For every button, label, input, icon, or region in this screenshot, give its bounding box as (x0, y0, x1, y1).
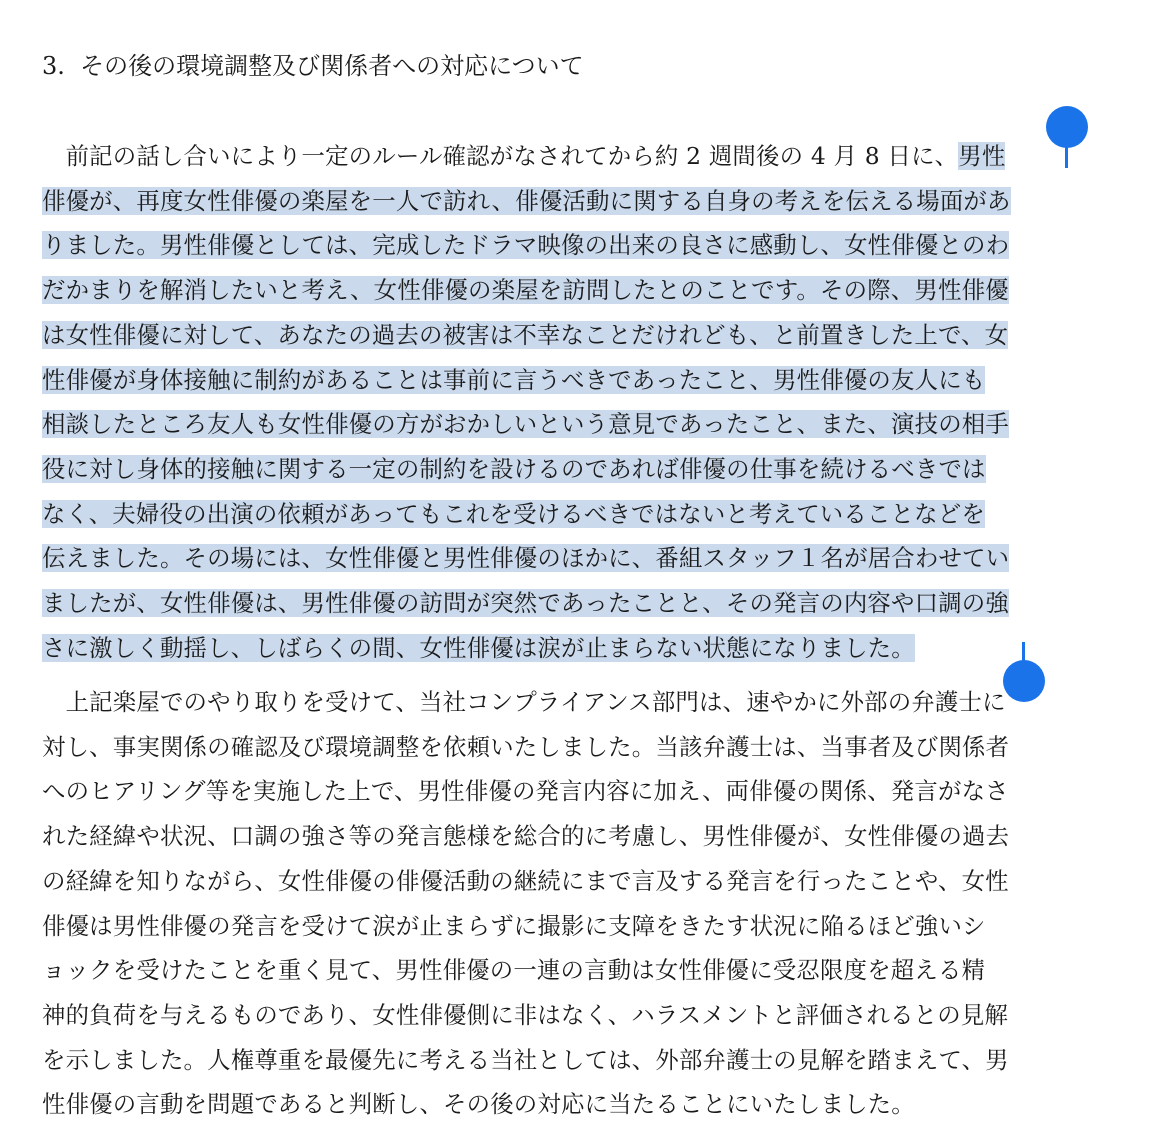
text-line[interactable] (42, 581, 1009, 625)
text-line[interactable] (42, 492, 985, 536)
text-line[interactable]: へのヒアリング等を実施した上で、男性俳優の発言内容に加え、両俳優の関係、発言がなさ (42, 777, 1009, 806)
highlighted-text: なく、夫婦役の出演の依頼があってもこれを受けるべきではないと考えていることなどを (42, 499, 985, 528)
text-line[interactable] (42, 313, 1008, 357)
text-line[interactable]: の経緯を知りながら、女性俳優の俳優活動の継続にまで言及する発言を行ったことや、女性 (42, 866, 1009, 895)
text-line[interactable]: 上記楽屋でのやり取りを受けて、当社コンプライアンス部門は、速やかに外部の弁護士に (42, 688, 1006, 716)
highlighted-text: だかまりを解消したいと考え、女性俳優の楽屋を訪問したとのことです。その際、男性俳優 (42, 276, 1009, 305)
selection-start-handle-icon[interactable] (1046, 106, 1088, 148)
highlighted-text: 伝えました。その場には、女性俳優と男性俳優のほかに、番組スタッフ１名が居合わせてい (42, 544, 1010, 573)
highlighted-text: 性俳優が身体接触に制約があることは事前に言うべきであったこと、男性俳優の友人にも (42, 365, 986, 394)
text-line[interactable]: 神的負荷を与えるものであり、女性俳優側に非はなく、ハラスメントと評価されるとの見解 (42, 1000, 1009, 1029)
text-line[interactable]: ョックを受けたことを重く見て、男性俳優の一連の言動は女性俳優に受忍限度を超える精 (42, 956, 986, 985)
text-line[interactable]: 性俳優の言動を問題であると判断し、その後の対応に当たることにいたしました。 (42, 1090, 915, 1119)
highlighted-text: 役に対し身体的接触に関する一定の制約を設けるのであれば俳優の仕事を続けるべきでは (42, 454, 986, 483)
text-line[interactable] (42, 179, 1011, 223)
text-line[interactable] (42, 626, 915, 670)
text-line[interactable]: 俳優は男性俳優の発言を受けて涙が止まらずに撮影に支障をきたす状況に陥るほど強いシ (42, 911, 986, 940)
text-line[interactable] (42, 447, 986, 491)
text-line[interactable] (42, 402, 1009, 446)
highlighted-text: 俳優が、再度女性俳優の楽屋を一人で訪れ、俳優活動に関する自身の考えを伝える場面があ (42, 186, 1011, 215)
highlighted-text: は女性俳優に対して、あなたの過去の被害は不幸なことだけれども、と前置きした上で、女 (42, 320, 1009, 349)
text-line[interactable]: れた経緯や状況、口調の強さ等の発言態様を総合的に考慮し、男性俳優が、女性俳優の過去 (42, 822, 1010, 851)
text-line[interactable] (42, 223, 1009, 267)
text-line[interactable] (42, 358, 985, 402)
highlighted-text: ましたが、女性俳優は、男性俳優の訪問が突然であったことと、その発言の内容や口調の強 (42, 589, 1009, 617)
highlighted-text: さに激しく動揺し、しばらくの間、女性俳優は涙が止まらない状態になりました。 (42, 633, 915, 662)
text-line[interactable]: 対し、事実関係の確認及び環境調整を依頼いたしました。当該弁護士は、当事者及び関係者 (42, 732, 1010, 761)
section-heading: 3. その後の環境調整及び関係者への対応について (42, 52, 584, 80)
text-line[interactable] (42, 134, 1005, 178)
selection-end-handle-icon[interactable] (1003, 660, 1045, 702)
text-line[interactable]: を示しました。人権尊重を最優先に考える当社としては、外部弁護士の見解を踏まえて、男 (42, 1045, 1009, 1074)
line-text: 前記の話し合いにより一定のルール確認がなされてから約 2 週間後の 4 月 8 日に、 (42, 142, 959, 170)
highlighted-text: 相談したところ友人も女性俳優の方がおかしいという意見であったこと、また、演技の相手 (42, 410, 1009, 439)
text-line[interactable] (42, 536, 1009, 580)
text-line[interactable] (42, 268, 1009, 312)
highlighted-text: りました。男性俳優としては、完成したドラマ映像の出来の良さに感動し、女性俳優とのわ (42, 231, 1010, 260)
highlighted-text: 男性 (958, 142, 1006, 170)
